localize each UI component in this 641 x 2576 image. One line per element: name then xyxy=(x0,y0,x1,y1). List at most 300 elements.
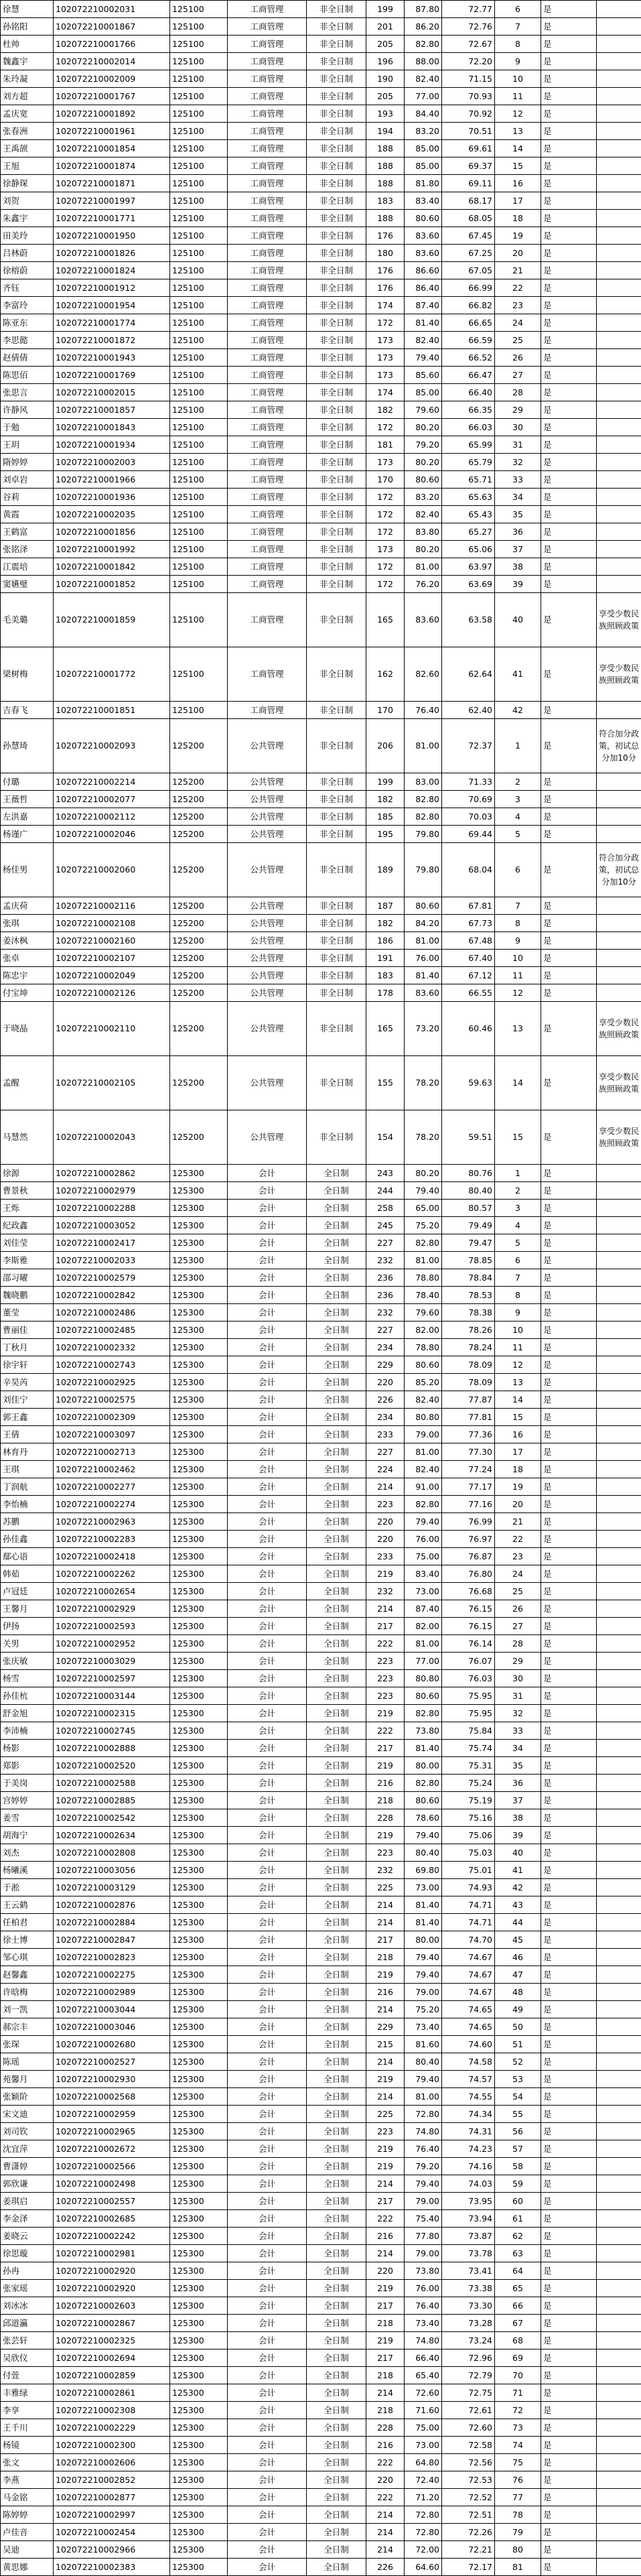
remark-cell xyxy=(597,2559,641,2576)
candidate-id-cell: 102072210003056 xyxy=(54,1862,170,1879)
remark-cell xyxy=(597,2228,641,2245)
rank-cell: 43 xyxy=(495,1896,541,1914)
prelim-score-cell: 180 xyxy=(366,245,405,262)
remark-cell xyxy=(597,1200,641,1217)
total-score-cell: 67.81 xyxy=(442,897,495,915)
student-name-cell: 田美玲 xyxy=(1,227,54,245)
table-row xyxy=(1,2228,641,2245)
study-mode-cell: 非全日制 xyxy=(307,192,366,210)
admitted-cell: 是 xyxy=(541,1914,597,1931)
study-mode-cell: 全日制 xyxy=(307,1322,366,1339)
admitted-cell: 是 xyxy=(541,1356,597,1374)
major-name-cell: 会计 xyxy=(228,2367,307,2384)
table-row xyxy=(1,297,641,314)
prelim-score-cell: 190 xyxy=(366,70,405,88)
total-score-cell: 76.97 xyxy=(442,1531,495,1548)
major-code-cell: 125300 xyxy=(170,1896,228,1914)
major-code-cell: 125300 xyxy=(170,1914,228,1931)
retest-score-cell: 84.40 xyxy=(405,105,442,123)
table-row xyxy=(1,384,641,401)
study-mode-cell: 非全日制 xyxy=(307,419,366,436)
admitted-cell: 是 xyxy=(541,2559,597,2576)
study-mode-cell: 全日制 xyxy=(307,2541,366,2559)
total-score-cell: 76.03 xyxy=(442,1670,495,1687)
remark-cell xyxy=(597,1670,641,1687)
study-mode-cell: 非全日制 xyxy=(307,506,366,523)
major-code-cell: 125300 xyxy=(170,1653,228,1670)
student-name-cell: 刘一凯 xyxy=(1,2001,54,2018)
rank-cell: 63 xyxy=(495,2245,541,2262)
admitted-cell: 是 xyxy=(541,1234,597,1252)
major-code-cell: 125300 xyxy=(170,1182,228,1200)
major-code-cell: 125300 xyxy=(170,1374,228,1391)
candidate-id-cell: 102072210002105 xyxy=(54,1056,170,1110)
student-name-cell: 窦嬿璧 xyxy=(1,576,54,593)
rank-cell: 34 xyxy=(495,1740,541,1757)
candidate-id-cell: 102072210002485 xyxy=(54,1322,170,1339)
student-name-cell: 姜琪启 xyxy=(1,2193,54,2210)
major-name-cell: 公共管理 xyxy=(228,967,307,984)
study-mode-cell: 全日制 xyxy=(307,2559,366,2576)
retest-score-cell: 82.80 xyxy=(405,1775,442,1792)
remark-cell xyxy=(597,297,641,314)
admitted-cell: 是 xyxy=(541,53,597,70)
retest-score-cell: 79.00 xyxy=(405,2245,442,2262)
total-score-cell: 66.35 xyxy=(442,401,495,419)
rank-cell: 7 xyxy=(495,18,541,36)
total-score-cell: 69.44 xyxy=(442,826,495,843)
major-code-cell: 125300 xyxy=(170,1583,228,1600)
major-name-cell: 工商管理 xyxy=(228,593,307,647)
candidate-id-cell: 102072210002672 xyxy=(54,2140,170,2158)
candidate-id-cell: 102072210001943 xyxy=(54,349,170,367)
retest-score-cell: 75.00 xyxy=(405,2419,442,2437)
major-name-cell: 会计 xyxy=(228,1600,307,1618)
study-mode-cell: 全日制 xyxy=(307,2419,366,2437)
candidate-id-cell: 102072210001966 xyxy=(54,471,170,489)
rank-cell: 28 xyxy=(495,1635,541,1653)
major-name-cell: 会计 xyxy=(228,1217,307,1234)
table-row xyxy=(1,2471,641,2489)
retest-score-cell: 80.80 xyxy=(405,1670,442,1687)
remark-cell xyxy=(597,1461,641,1478)
admitted-cell: 是 xyxy=(541,471,597,489)
retest-score-cell: 83.60 xyxy=(405,227,442,245)
prelim-score-cell: 244 xyxy=(366,1182,405,1200)
student-name-cell: 杨曦溪 xyxy=(1,1862,54,1879)
candidate-id-cell: 102072210002877 xyxy=(54,2489,170,2506)
table-row xyxy=(1,332,641,349)
rank-cell: 37 xyxy=(495,1792,541,1809)
retest-score-cell: 83.20 xyxy=(405,489,442,506)
admitted-cell: 是 xyxy=(541,1531,597,1548)
study-mode-cell: 全日制 xyxy=(307,1217,366,1234)
candidate-id-cell: 102072210002060 xyxy=(54,843,170,897)
table-row xyxy=(1,1548,641,1565)
major-code-cell: 125100 xyxy=(170,506,228,523)
prelim-score-cell: 225 xyxy=(366,2106,405,2123)
candidate-id-cell: 102072210002035 xyxy=(54,506,170,523)
major-code-cell: 125300 xyxy=(170,1531,228,1548)
major-code-cell: 125100 xyxy=(170,192,228,210)
table-row xyxy=(1,2541,641,2559)
table-row xyxy=(1,401,641,419)
table-row xyxy=(1,1269,641,1287)
retest-score-cell: 66.40 xyxy=(405,2349,442,2367)
major-name-cell: 工商管理 xyxy=(228,175,307,192)
admitted-cell: 是 xyxy=(541,2524,597,2541)
prelim-score-cell: 214 xyxy=(366,2384,405,2402)
retest-score-cell: 80.40 xyxy=(405,2053,442,2071)
study-mode-cell: 全日制 xyxy=(307,1705,366,1722)
student-name-cell: 张家瑶 xyxy=(1,2280,54,2297)
study-mode-cell: 全日制 xyxy=(307,1287,366,1304)
prelim-score-cell: 232 xyxy=(366,1862,405,1879)
remark-cell xyxy=(597,1531,641,1548)
table-row xyxy=(1,279,641,297)
admitted-cell: 是 xyxy=(541,349,597,367)
candidate-id-cell: 102072210002214 xyxy=(54,773,170,791)
admitted-cell: 是 xyxy=(541,1461,597,1478)
remark-cell xyxy=(597,2524,641,2541)
total-score-cell: 72.61 xyxy=(442,2402,495,2419)
study-mode-cell: 非全日制 xyxy=(307,897,366,915)
major-name-cell: 工商管理 xyxy=(228,157,307,175)
major-name-cell: 会计 xyxy=(228,1618,307,1635)
student-name-cell: 杨镜 xyxy=(1,2437,54,2454)
study-mode-cell: 非全日制 xyxy=(307,523,366,541)
table-row xyxy=(1,2071,641,2088)
remark-cell xyxy=(597,1565,641,1583)
major-code-cell: 125300 xyxy=(170,1426,228,1443)
major-name-cell: 会计 xyxy=(228,2001,307,2018)
retest-score-cell: 65.40 xyxy=(405,2367,442,2384)
candidate-id-cell: 102072210002963 xyxy=(54,1513,170,1531)
study-mode-cell: 非全日制 xyxy=(307,826,366,843)
table-row xyxy=(1,1,641,18)
admitted-cell: 是 xyxy=(541,2001,597,2018)
remark-cell xyxy=(597,791,641,808)
study-mode-cell: 全日制 xyxy=(307,2471,366,2489)
major-code-cell: 125200 xyxy=(170,826,228,843)
rank-cell: 39 xyxy=(495,576,541,593)
admitted-cell: 是 xyxy=(541,1740,597,1757)
major-code-cell: 125300 xyxy=(170,1931,228,1949)
admitted-cell: 是 xyxy=(541,2106,597,2123)
prelim-score-cell: 195 xyxy=(366,826,405,843)
remark-cell xyxy=(597,2280,641,2297)
student-name-cell: 孙慧琦 xyxy=(1,719,54,773)
table-row xyxy=(1,950,641,967)
retest-score-cell: 91.00 xyxy=(405,1478,442,1496)
student-name-cell: 张芸轩 xyxy=(1,2332,54,2349)
study-mode-cell: 全日制 xyxy=(307,1740,366,1757)
total-score-cell: 59.63 xyxy=(442,1056,495,1110)
study-mode-cell: 全日制 xyxy=(307,2158,366,2175)
major-name-cell: 会计 xyxy=(228,1583,307,1600)
remark-cell xyxy=(597,2210,641,2228)
major-code-cell: 125100 xyxy=(170,702,228,719)
total-score-cell: 74.71 xyxy=(442,1896,495,1914)
major-code-cell: 125300 xyxy=(170,2367,228,2384)
major-code-cell: 125300 xyxy=(170,1339,228,1356)
retest-score-cell: 80.20 xyxy=(405,454,442,471)
major-name-cell: 会计 xyxy=(228,2228,307,2245)
admitted-cell: 是 xyxy=(541,227,597,245)
table-row xyxy=(1,984,641,1002)
prelim-score-cell: 225 xyxy=(366,1879,405,1896)
major-name-cell: 会计 xyxy=(228,1443,307,1461)
rank-cell: 12 xyxy=(495,105,541,123)
prelim-score-cell: 227 xyxy=(366,1322,405,1339)
table-row xyxy=(1,2297,641,2315)
major-name-cell: 工商管理 xyxy=(228,53,307,70)
student-name-cell: 于勉 xyxy=(1,419,54,436)
study-mode-cell: 非全日制 xyxy=(307,227,366,245)
major-code-cell: 125100 xyxy=(170,123,228,140)
table-row xyxy=(1,314,641,332)
retest-score-cell: 74.80 xyxy=(405,2332,442,2349)
major-code-cell: 125300 xyxy=(170,1722,228,1740)
prelim-score-cell: 223 xyxy=(366,1653,405,1670)
candidate-id-cell: 102072210001842 xyxy=(54,558,170,576)
prelim-score-cell: 188 xyxy=(366,140,405,157)
rank-cell: 37 xyxy=(495,541,541,558)
rank-cell: 80 xyxy=(495,2541,541,2559)
total-score-cell: 70.93 xyxy=(442,88,495,105)
admitted-cell: 是 xyxy=(541,2245,597,2262)
study-mode-cell: 全日制 xyxy=(307,1443,366,1461)
candidate-id-cell: 102072210002242 xyxy=(54,2228,170,2245)
total-score-cell: 74.67 xyxy=(442,1966,495,1984)
total-score-cell: 72.75 xyxy=(442,2384,495,2402)
candidate-id-cell: 102072210002966 xyxy=(54,2541,170,2559)
student-name-cell: 曹景秋 xyxy=(1,1182,54,1200)
admitted-cell: 是 xyxy=(541,2036,597,2053)
prelim-score-cell: 214 xyxy=(366,1896,405,1914)
prelim-score-cell: 183 xyxy=(366,192,405,210)
prelim-score-cell: 223 xyxy=(366,1670,405,1687)
candidate-id-cell: 102072210002745 xyxy=(54,1722,170,1740)
major-code-cell: 125100 xyxy=(170,419,228,436)
prelim-score-cell: 258 xyxy=(366,1200,405,1217)
admitted-cell: 是 xyxy=(541,210,597,227)
remark-cell xyxy=(597,1409,641,1426)
student-name-cell: 鄢心语 xyxy=(1,1548,54,1565)
total-score-cell: 75.19 xyxy=(442,1792,495,1809)
admitted-cell: 是 xyxy=(541,1287,597,1304)
candidate-id-cell: 102072210002031 xyxy=(54,1,170,18)
retest-score-cell: 82.40 xyxy=(405,506,442,523)
retest-score-cell: 80.60 xyxy=(405,471,442,489)
major-name-cell: 会计 xyxy=(228,1548,307,1565)
retest-score-cell: 78.20 xyxy=(405,1110,442,1165)
table-row xyxy=(1,2559,641,2576)
total-score-cell: 67.73 xyxy=(442,915,495,932)
candidate-id-cell: 102072210002597 xyxy=(54,1670,170,1687)
candidate-id-cell: 102072210001859 xyxy=(54,593,170,647)
rank-cell: 8 xyxy=(495,1287,541,1304)
study-mode-cell: 非全日制 xyxy=(307,367,366,384)
admitted-cell: 是 xyxy=(541,2297,597,2315)
major-code-cell: 125300 xyxy=(170,2541,228,2559)
table-row xyxy=(1,1513,641,1531)
study-mode-cell: 非全日制 xyxy=(307,245,366,262)
prelim-score-cell: 220 xyxy=(366,1374,405,1391)
candidate-id-cell: 102072210002112 xyxy=(54,808,170,826)
major-name-cell: 会计 xyxy=(228,1687,307,1705)
table-row xyxy=(1,2454,641,2471)
rank-cell: 66 xyxy=(495,2297,541,2315)
remark-cell xyxy=(597,1165,641,1182)
candidate-id-cell: 102072210002309 xyxy=(54,1409,170,1426)
remark-cell xyxy=(597,2506,641,2524)
major-code-cell: 125100 xyxy=(170,88,228,105)
retest-score-cell: 86.60 xyxy=(405,262,442,279)
rank-cell: 21 xyxy=(495,262,541,279)
major-code-cell: 125200 xyxy=(170,1002,228,1056)
admitted-cell: 是 xyxy=(541,332,597,349)
prelim-score-cell: 214 xyxy=(366,2088,405,2106)
major-code-cell: 125300 xyxy=(170,2123,228,2140)
major-code-cell: 125300 xyxy=(170,1879,228,1896)
major-code-cell: 125300 xyxy=(170,1443,228,1461)
remark-cell xyxy=(597,1426,641,1443)
total-score-cell: 74.58 xyxy=(442,2053,495,2071)
rank-cell: 38 xyxy=(495,1809,541,1827)
remark-cell xyxy=(597,2262,641,2280)
major-name-cell: 会计 xyxy=(228,1391,307,1409)
retest-score-cell: 82.80 xyxy=(405,791,442,808)
table-row xyxy=(1,1687,641,1705)
candidate-id-cell: 102072210002417 xyxy=(54,1234,170,1252)
total-score-cell: 67.12 xyxy=(442,967,495,984)
study-mode-cell: 非全日制 xyxy=(307,18,366,36)
remark-cell xyxy=(597,471,641,489)
candidate-id-cell: 102072210001774 xyxy=(54,314,170,332)
total-score-cell: 76.15 xyxy=(442,1618,495,1635)
study-mode-cell: 全日制 xyxy=(307,1531,366,1548)
admitted-cell: 是 xyxy=(541,843,597,897)
rank-cell: 4 xyxy=(495,808,541,826)
student-name-cell: 苏鹏 xyxy=(1,1513,54,1531)
remark-cell: 享受少数民族照顾政策 xyxy=(597,1002,641,1056)
candidate-id-cell: 102072210002462 xyxy=(54,1461,170,1478)
major-name-cell: 公共管理 xyxy=(228,791,307,808)
total-score-cell: 72.20 xyxy=(442,53,495,70)
study-mode-cell: 非全日制 xyxy=(307,279,366,297)
major-name-cell: 工商管理 xyxy=(228,88,307,105)
table-row xyxy=(1,70,641,88)
admitted-cell: 是 xyxy=(541,279,597,297)
retest-score-cell: 81.40 xyxy=(405,1914,442,1931)
admitted-cell: 是 xyxy=(541,419,597,436)
total-score-cell: 74.31 xyxy=(442,2123,495,2140)
admitted-cell: 是 xyxy=(541,2175,597,2193)
major-name-cell: 工商管理 xyxy=(228,401,307,419)
total-score-cell: 74.03 xyxy=(442,2175,495,2193)
table-row xyxy=(1,1409,641,1426)
student-name-cell: 隋婷婷 xyxy=(1,454,54,471)
rank-cell: 6 xyxy=(495,1252,541,1269)
prelim-score-cell: 217 xyxy=(366,2349,405,2367)
candidate-id-cell: 102072210001766 xyxy=(54,36,170,53)
major-code-cell: 125200 xyxy=(170,808,228,826)
rank-cell: 62 xyxy=(495,2228,541,2245)
rank-cell: 11 xyxy=(495,967,541,984)
study-mode-cell: 全日制 xyxy=(307,1670,366,1687)
retest-score-cell: 80.60 xyxy=(405,210,442,227)
rank-cell: 42 xyxy=(495,702,541,719)
major-code-cell: 125300 xyxy=(170,2245,228,2262)
table-row xyxy=(1,506,641,523)
major-code-cell: 125300 xyxy=(170,1618,228,1635)
table-row xyxy=(1,123,641,140)
prelim-score-cell: 173 xyxy=(366,349,405,367)
student-name-cell: 林育丹 xyxy=(1,1443,54,1461)
remark-cell xyxy=(597,1391,641,1409)
major-code-cell: 125100 xyxy=(170,576,228,593)
rank-cell: 49 xyxy=(495,2001,541,2018)
candidate-id-cell: 102072210002965 xyxy=(54,2123,170,2140)
study-mode-cell: 全日制 xyxy=(307,1792,366,1809)
major-name-cell: 会计 xyxy=(228,2419,307,2437)
rank-cell: 11 xyxy=(495,1339,541,1356)
major-name-cell: 会计 xyxy=(228,2088,307,2106)
prelim-score-cell: 219 xyxy=(366,1827,405,1844)
retest-score-cell: 82.40 xyxy=(405,1391,442,1409)
remark-cell xyxy=(597,36,641,53)
retest-score-cell: 85.20 xyxy=(405,1374,442,1391)
admitted-cell: 是 xyxy=(541,1548,597,1565)
major-code-cell: 125300 xyxy=(170,1635,228,1653)
student-name-cell: 付萱 xyxy=(1,2367,54,2384)
rank-cell: 14 xyxy=(495,140,541,157)
admitted-cell: 是 xyxy=(541,950,597,967)
major-code-cell: 125100 xyxy=(170,541,228,558)
rank-cell: 9 xyxy=(495,1304,541,1322)
retest-score-cell: 83.60 xyxy=(405,245,442,262)
candidate-id-cell: 102072210002593 xyxy=(54,1618,170,1635)
candidate-id-cell: 102072210002093 xyxy=(54,719,170,773)
major-code-cell: 125300 xyxy=(170,2036,228,2053)
study-mode-cell: 全日制 xyxy=(307,2140,366,2158)
student-name-cell: 沈宜萍 xyxy=(1,2140,54,2158)
prelim-score-cell: 214 xyxy=(366,2541,405,2559)
table-row xyxy=(1,1252,641,1269)
total-score-cell: 70.92 xyxy=(442,105,495,123)
study-mode-cell: 全日制 xyxy=(307,2262,366,2280)
total-score-cell: 74.65 xyxy=(442,2001,495,2018)
candidate-id-cell: 102072210002049 xyxy=(54,967,170,984)
study-mode-cell: 全日制 xyxy=(307,1775,366,1792)
major-code-cell: 125100 xyxy=(170,523,228,541)
table-row xyxy=(1,647,641,702)
candidate-id-cell: 102072210002288 xyxy=(54,1200,170,1217)
prelim-score-cell: 226 xyxy=(366,2559,405,2576)
major-code-cell: 125300 xyxy=(170,1775,228,1792)
study-mode-cell: 全日制 xyxy=(307,1496,366,1513)
study-mode-cell: 全日制 xyxy=(307,1600,366,1618)
major-code-cell: 125300 xyxy=(170,1287,228,1304)
major-code-cell: 125100 xyxy=(170,262,228,279)
candidate-id-cell: 102072210002823 xyxy=(54,1949,170,1966)
prelim-score-cell: 220 xyxy=(366,1531,405,1548)
retest-score-cell: 75.20 xyxy=(405,1217,442,1234)
prelim-score-cell: 222 xyxy=(366,1635,405,1653)
remark-cell xyxy=(597,1252,641,1269)
rank-cell: 48 xyxy=(495,1984,541,2001)
